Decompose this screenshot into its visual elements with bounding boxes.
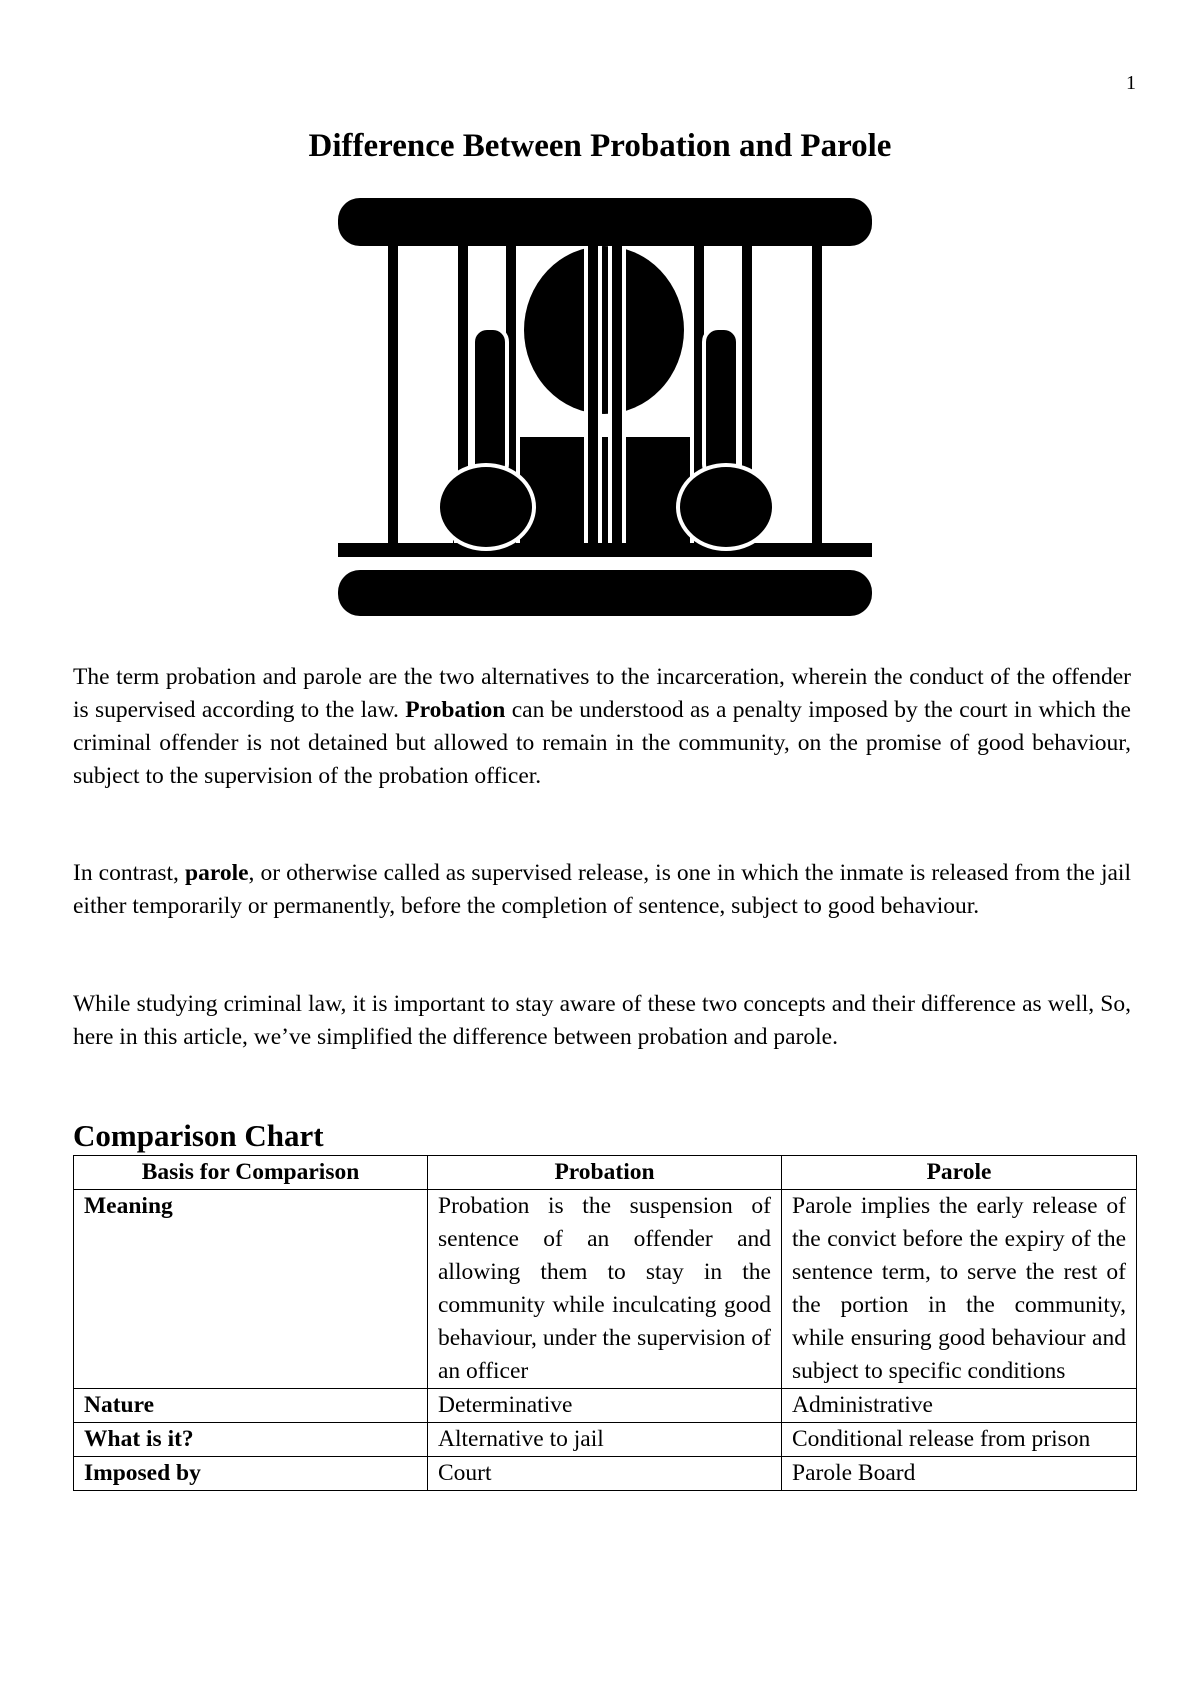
- parole-cell: Conditional release from prison: [782, 1423, 1137, 1457]
- parole-cell: Administrative: [782, 1389, 1137, 1423]
- document-title: Difference Between Probation and Parole: [308, 128, 892, 164]
- page-number: 1: [1126, 72, 1136, 94]
- comparison-heading: Comparison Chart: [73, 1118, 324, 1153]
- probation-cell: Determinative: [428, 1389, 782, 1423]
- table-row: [74, 1190, 1137, 1389]
- probation-cell: Probation is the suspension of sentence of an offender and allowing them to stay in the community while inculcating good behaviour, under the supervision of an officer: [428, 1190, 782, 1389]
- probation-cell: Court: [428, 1457, 782, 1491]
- parole-cell: Parole Board: [782, 1457, 1137, 1491]
- parole-paragraph: In contrast, parole, or otherwise called as supervised release, is one in which the inmate is released from the jail either temporarily or permanently, before the completion of sentence, subject to good behaviour.: [73, 860, 1131, 919]
- column-header: Probation: [428, 1156, 782, 1190]
- column-header: Basis for Comparison: [74, 1156, 428, 1190]
- table-header-row: [74, 1156, 1137, 1190]
- comparison-table: [73, 1155, 1137, 1491]
- probation-cell: Alternative to jail: [428, 1423, 782, 1457]
- table-row: [74, 1389, 1137, 1423]
- basis-cell: Nature: [74, 1389, 428, 1423]
- parole-cell: Parole implies the early release of the convict before the expiry of the sentence term, to serve the rest of the portion in the community, while ensuring good behaviour and subject to specific conditions: [782, 1190, 1137, 1389]
- intro-paragraph: The term probation and parole are the two alternatives to the incarceration, wherein the conduct of the offender is supervised according to the law. Probation can be understood as a penalty imposed by the court in which the criminal offender is not detained but allowed to remain in the community, on the promise of good behaviour, subject to the supervision of the probation officer.: [73, 664, 1131, 789]
- basis-cell: What is it?: [74, 1423, 428, 1457]
- column-header: Parole: [782, 1156, 1137, 1190]
- prisoner-behind-bars-icon: [338, 198, 872, 616]
- basis-cell: Imposed by: [74, 1457, 428, 1491]
- table-row: [74, 1423, 1137, 1457]
- table-row: [74, 1457, 1137, 1491]
- summary-paragraph: While studying criminal law, it is important to stay aware of these two concepts and their difference as well, So, here in this article, we’ve simplified the difference between probation and parole.: [73, 991, 1131, 1050]
- basis-cell: Meaning: [74, 1190, 428, 1389]
